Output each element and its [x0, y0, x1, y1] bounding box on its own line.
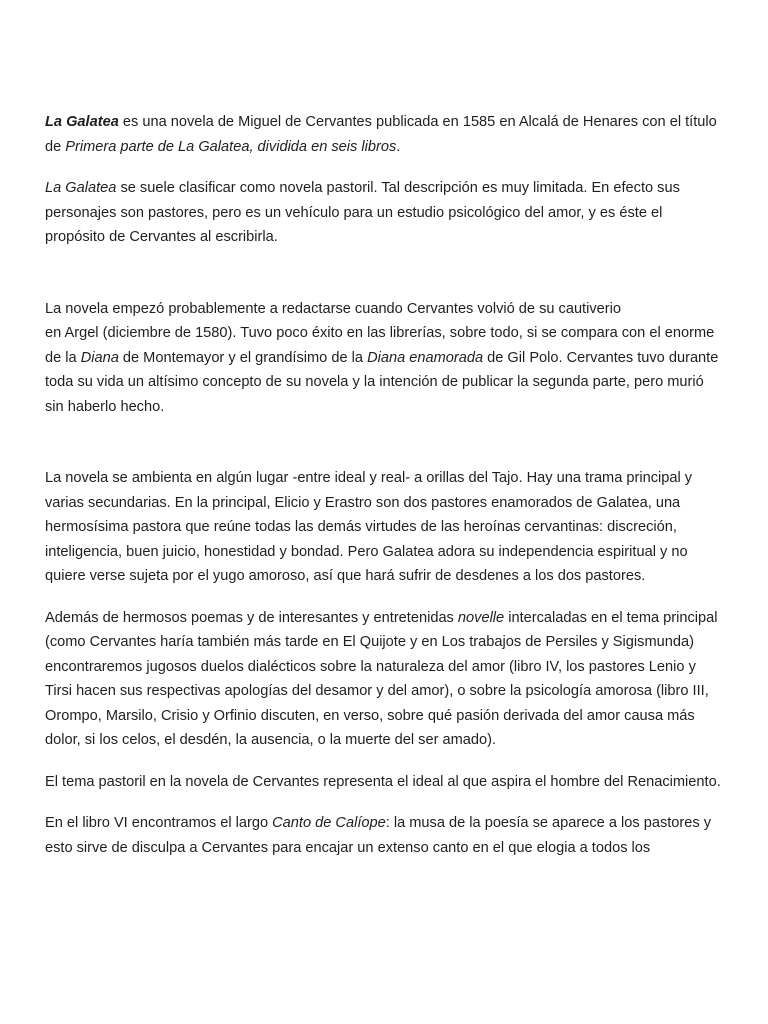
italic-text: La Galatea [45, 180, 117, 196]
paragraph [45, 811, 725, 860]
emphasis [45, 114, 119, 130]
italic-text: Diana [80, 349, 119, 366]
text-run: : la musa de la poesía se aparece a los pastores y esto sirve de disculpa a Cervantes para encajar un extenso canto en el que elogia a todos los [45, 815, 712, 856]
paragraph [45, 770, 725, 795]
text-run: en Argel (diciembre de 1580). Tuvo poco éxito en las librerías, sobre todo, si se compara con el enorme de la [45, 325, 715, 366]
text-run: es una novela de Miguel de Cervantes publicada en 1585 en Alcalá de Henares con el título de [45, 114, 717, 155]
paragraph [45, 176, 725, 250]
text-run: de Gil Polo. Cervantes tuvo durante toda su vida un altísimo concepto de su novela y la intención de publicar la segunda parte, pero murió sin haberlo hecho. [45, 349, 719, 415]
italic-text: Primera parte de La Galatea, dividida en seis libros [65, 138, 397, 155]
paragraph [45, 606, 725, 753]
text-run: En el libro VI encontramos el largo [45, 815, 273, 831]
italic-text: Diana enamorada [367, 349, 484, 366]
text-run: Además de hermosos poemas y de interesantes y entretenidas [45, 609, 458, 626]
document-page [45, 110, 725, 877]
paragraph [45, 110, 725, 159]
italic-text: novelle [457, 609, 505, 626]
text-run: . [396, 138, 401, 155]
text-run: se suele clasificar como novela pastoril. Tal descripción es muy limitada. En efecto sus personajes son pastores, pero es un vehículo para un estudio psicológico del amor, y es éste el propósito de Cervantes al escribirla. [45, 180, 680, 245]
text-run: intercaladas en el tema principal (como Cervantes haría también más tarde en El Quijote y en Los trabajos de Persiles y Sigismunda) encontraremos jugosos duelos dialécticos sobre la naturaleza del amor (libro IV, los pastores Lenio y Tirsi hacen sus respectivas apologías del desamor y del amor), o sobre la psicología amorosa (libro III, Orompo, Marsilo, Crisio y Orfinio discuten, en verso, sobre qué pasión derivada del amor causa más dolor, si los celos, el desdén, la ausencia, o la muerte del ser amado). [45, 609, 718, 748]
text-run: La novela se ambienta en algún lugar -entre ideal y real- a orillas del Tajo. Hay una trama principal y varias secundarias. En la principal, Elicio y Erastro son dos pastores enamorados de Galatea, una hermosísima pastora que reúne todas las demás virtudes de las heroínas cervantinas: discreción, inteligencia, buen juicio, honestidad y bondad. Pero Galatea adora su independencia espiritual y no quiere verse sujeta por el yugo amoroso, así que hará sufrir de desdenes a los dos pastores. [45, 470, 693, 584]
paragraph [45, 297, 725, 420]
text-run: La novela empezó probablemente a redactarse cuando Cervantes volvió de su cautiverio [45, 300, 621, 317]
paragraph [45, 466, 725, 589]
text-run: de Montemayor y el grandísimo de la [118, 349, 368, 366]
bold-italic-text: La Galatea [45, 114, 119, 130]
text-run: El tema pastoril en la novela de Cervantes representa el ideal al que aspira el hombre del Renacimiento. [45, 773, 721, 790]
italic-text: Canto de Calíope [272, 815, 386, 831]
